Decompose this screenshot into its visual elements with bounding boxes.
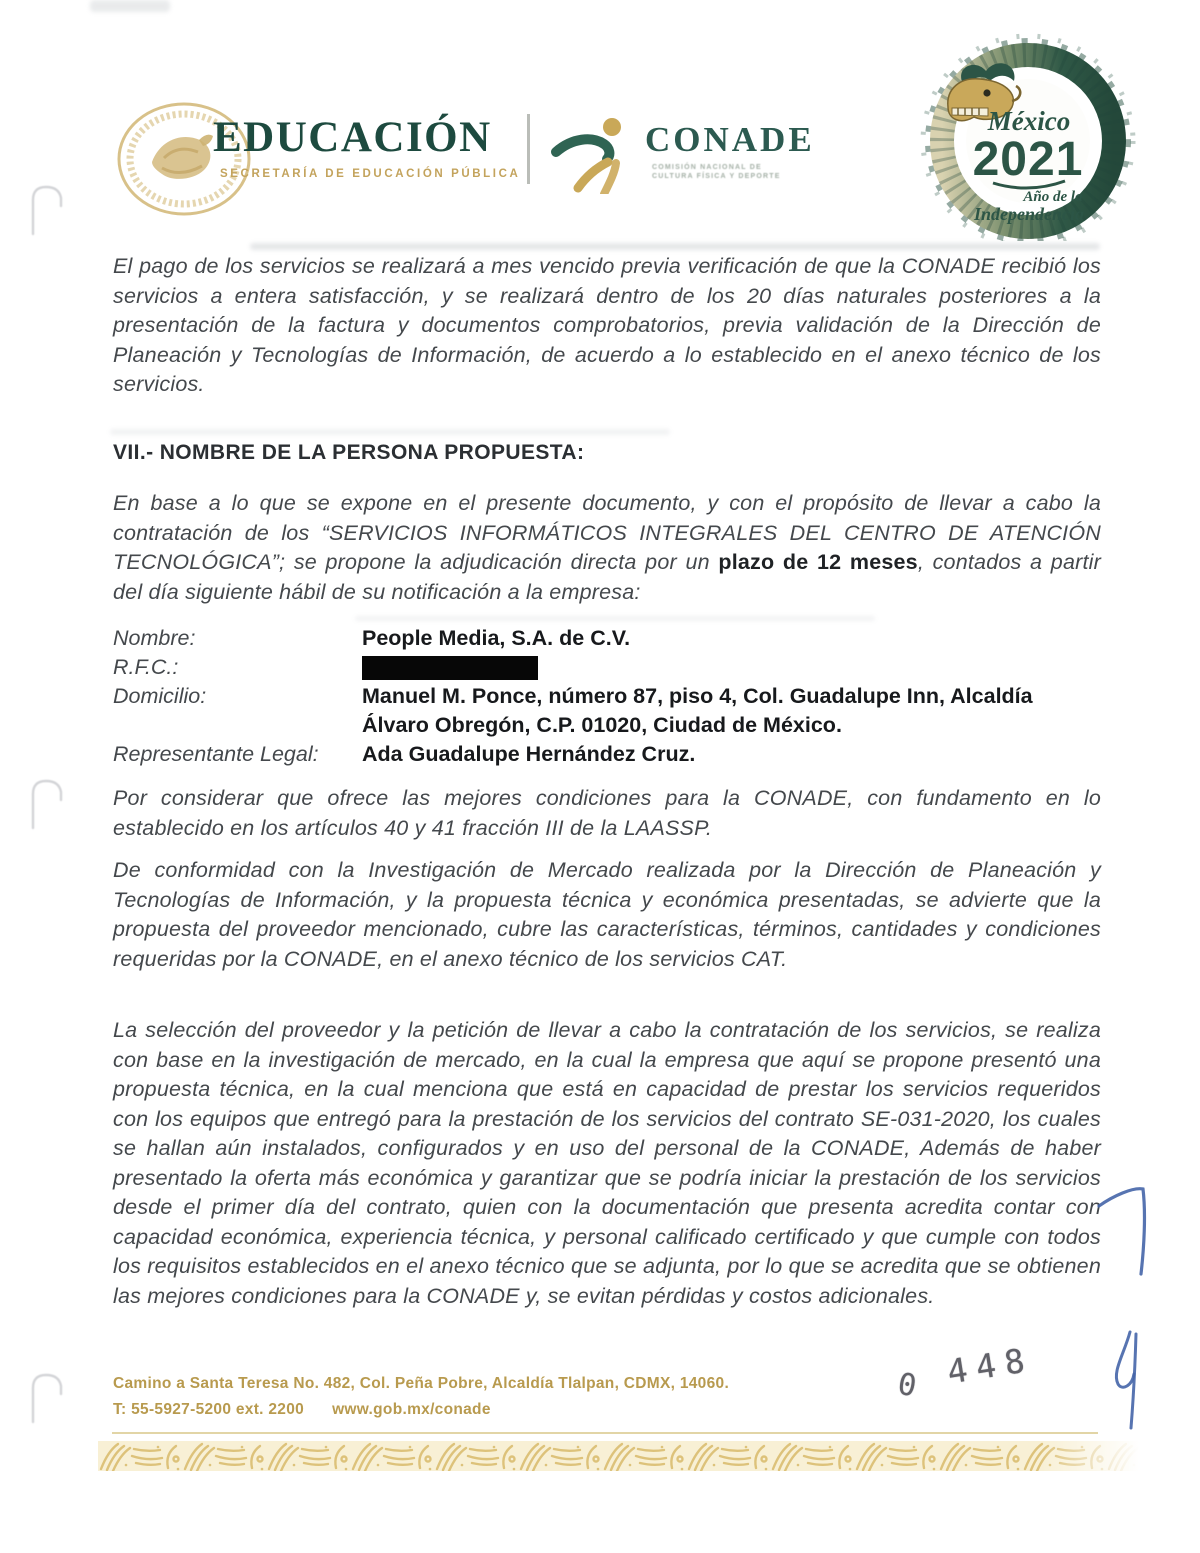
scan-smudge [90,0,170,12]
field-label: R.F.C.: [113,655,179,679]
proposed-company-fields [113,624,1101,769]
conade-subtitle-line2: CULTURA FÍSICA Y DEPORTE [652,173,781,180]
year-text: 2021 [972,133,1084,186]
footer-website: www.gob.mx/conade [332,1401,491,1418]
field-label: Representante Legal: [113,742,319,766]
mexico-2021-emblem [901,31,1151,241]
page-stamp-number: 448 [944,1339,1037,1392]
footer [113,1371,729,1423]
page-stamp-zero: 0 [895,1366,919,1405]
pen-mark-bracket [1093,1176,1153,1281]
paragraph-seleccion: La selección del proveedor y la petición de llevar a cabo la contratación de los servicios, se realiza con base en la investigación de mercado, en la cual la empresa que aquí se propone presentó una propuesta técnica, en la cual menciona que está en capacidad de prestar los servicios requeridos con los equipos que entregó para la prestación de los servicios del contrato SE-031-2020, los cuales se hallan aún instalados, configurados y en uso del personal de la CONADE, Además de haber presentado la oferta más económica y garantizar que se podría iniciar la prestación de los servicios desde el primer día del contrato, quien con la documentación que presenta acredita contar con capacidad económica, experiencia técnica, y personal calificado certificado y que cumple con todos los requisitos establecidos en el anexo técnico que se adjunta, por lo que se acredita que se obtienen las mejores condiciones para la CONADE y, se evitan pérdidas y costos adicionales. [113,1018,1101,1308]
paragraph-pago: El pago de los servicios se realizará a mes vencido previa verificación de que la CONADE recibió los servicios a entera satisfacción, y se realizará dentro de los 20 días naturales posteriores a la presentación de la factura y documentos comprobatorios, previa validación de la Dirección de Planeación y Tecnologías de Información, de acuerdo a lo establecido en el anexo técnico de los servicios. [113,254,1101,396]
section-heading: VII.- NOMBRE DE LA PERSONA PROPUESTA: [113,441,585,464]
field-row-domicilio [113,682,1101,740]
footer-phone: T: 55-5927-5200 ext. 2200 [113,1401,305,1418]
header-divider [527,114,530,184]
field-value: People Media, S.A. de C.V. [362,626,631,650]
field-row-representante [113,740,1101,769]
conade-logo-subtitle [652,163,781,181]
field-row-rfc [113,653,1101,682]
band-fade [1040,1441,1150,1471]
anio-text: Año de la [1023,189,1083,205]
sep-logo-wordmark: EDUCACIÓN [213,114,492,161]
binder-mark-icon [24,1370,70,1426]
field-label: Nombre: [113,626,196,650]
mexico-text: México [987,106,1071,136]
footer-address: Camino a Santa Teresa No. 482, Col. Peña Pobre, Alcaldía Tlalpan, CDMX, 14060. [113,1375,730,1392]
field-value: Manuel M. Ponce, número 87, piso 4, Col. Guadalupe Inn, Alcaldía Álvaro Obregón, C.P. 01020, Ciudad de México. [362,684,1033,737]
scan-smudge [355,616,875,621]
scan-smudge [250,243,1100,250]
binder-mark-icon [24,182,70,238]
field-value: Ada Guadalupe Hernández Cruz. [362,742,696,766]
aztec-pattern [98,1441,1150,1471]
field-label: Domicilio: [113,684,207,708]
field-value [362,653,1101,680]
paragraph-propuesta-post: , contados a partir del día siguiente hábil de su notificación a la empresa: [113,550,1101,604]
paragraph-propuesta-pre: En base a lo que se expone en el presente documento, y con el propósito de llevar a cabo la contratación de los “SERVICIOS INFORMÁTICOS INTEGRALES DEL CENTRO DE ATENCIÓN TECNOLÓGICA”; se propone la adjudicación directa por un [113,491,1101,574]
paragraph-considerar: Por considerar que ofrece las mejores condiciones para la CONADE, con fundamento en lo establecido en los artículos 40 y 41 fracción III de la LAASSP. [113,786,1101,840]
pen-mark-initial [1098,1328,1153,1433]
independencia-text: Independencia [974,204,1084,224]
conade-logo-wordmark: CONADE [645,120,815,159]
sep-logo-subtitle: SECRETARÍA DE EDUCACIÓN PÚBLICA [220,168,521,180]
footer-rule [112,1432,1098,1434]
redaction-bar [362,656,538,680]
paragraph-conformidad: De conformidad con la Investigación de Mercado realizada por la Dirección de Planeación y Tecnologías de Información, y la propuesta técnica y económica presentadas, se advierte que la propuesta del proveedor mencionado, cubre las características, términos, cantidades y condiciones requeridas por la CONADE, en el anexo técnico de los servicios CAT. [113,858,1101,971]
binder-mark-icon [24,776,70,832]
decorative-border-band [98,1441,1150,1471]
plazo-bold-text: plazo de 12 meses [718,550,918,574]
conade-subtitle-line1: COMISIÓN NACIONAL DE [652,164,762,171]
paragraph-propuesta [113,489,1101,607]
conade-runner-icon [550,114,642,194]
scan-smudge [110,429,670,435]
field-row-nombre [113,624,1101,653]
